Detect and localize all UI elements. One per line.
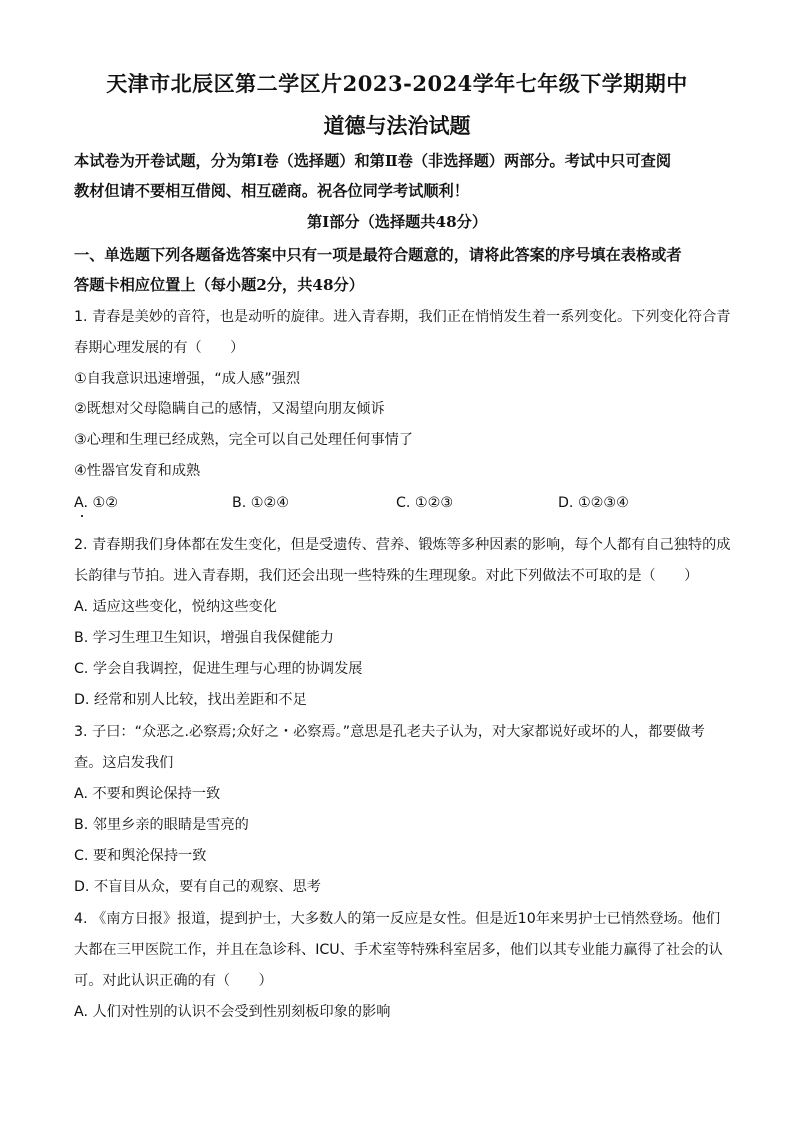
- question-1-stem: 1. 青春是美妙的音符，也是动听的旋律。进入青春期，我们正在悄悄发生着一系列变化。下列变化符合青: [74, 309, 731, 325]
- question-3-option-c: C. 要和舆沦保持一致: [74, 848, 207, 864]
- question-4-stem: 可。对此认识正确的有（ ）: [74, 973, 273, 989]
- instructions-line: 教材但请不要相互借阅、相互磋商。祝各位同学考试顺利！: [74, 182, 469, 200]
- stray-mark: [81, 515, 83, 517]
- question-1-option-b: B. ①②④: [232, 495, 289, 511]
- question-1-option-c: C. ①②③: [396, 495, 454, 511]
- question-1-option-a: A. ①②: [74, 495, 118, 511]
- question-1-option-d: D. ①②③④: [558, 495, 629, 511]
- question-2-stem: 2. 青春期我们身体都在发生变化，但是受遗传、营养、锻炼等多种因素的影响，每个人都有自己独特的成: [74, 537, 731, 553]
- question-1-statement: ③心理和生理已经成熟，完全可以自己处理任何事情了: [74, 432, 414, 448]
- question-4-stem: 大都在三甲医院工作，并且在急诊科、ICU、手术室等特殊科室居多，他们以其专业能力赢得了社会的认: [74, 942, 723, 958]
- question-3-option-d: D. 不盲目从众，要有自己的观察、思考: [74, 879, 321, 895]
- question-3-option-a: A. 不要和舆论保持一致: [74, 786, 221, 802]
- question-2-stem: 长韵律与节拍。进入青春期，我们还会出现一些特殊的生理现象。对此下列做法不可取的是（ ）: [74, 568, 699, 584]
- exam-title: 天津市北辰区第二学区片2023-2024学年七年级下学期期中: [106, 71, 688, 96]
- question-1-statement: ①自我意识迅速增强，“成人感”强烈: [74, 371, 301, 387]
- question-2-option-d: D. 经常和别人比较，找出差距和不足: [74, 692, 307, 708]
- exam-subtitle: 道德与法治试题: [323, 113, 471, 138]
- section-heading: [74, 240, 724, 300]
- exam-instructions: [74, 146, 724, 206]
- question-4-stem: 4. 《南方日报》报道，提到护士，大多数人的第一反应是女性。但是近10年来男护士已悄然登场。他们: [74, 911, 721, 927]
- instructions-line: 本试卷为开卷试题，分为第Ⅰ卷（选择题）和第Ⅱ卷（非选择题）两部分。考试中只可查阅: [74, 152, 672, 170]
- part-heading: 第Ⅰ部分（选择题共48分）: [306, 213, 488, 231]
- question-1-stem: 春期心理发展的有（ ）: [74, 340, 245, 356]
- question-3-stem: 3. 子曰：“众恶之.必察焉;众好之・必察焉。”意思是孔老夫子认为，对大家都说好或坏的人，都要做考: [74, 724, 705, 740]
- question-2-option-a: A. 适应这些变化，悦纳这些变化: [74, 599, 277, 615]
- question-1-statement: ②既想对父母隐瞒自己的感情，又渴望向朋友倾诉: [74, 401, 385, 417]
- section-heading-line: 答题卡相应位置上（每小题2分，共48分）: [74, 276, 364, 294]
- section-heading-line: 一、单选题下列各题备选答案中只有一项是最符合题意的，请将此答案的序号填在表格或者: [74, 246, 682, 264]
- question-1-statement: ④性器官发育和成熟: [74, 463, 201, 479]
- question-3-stem: 查。这启发我们: [74, 755, 174, 771]
- question-2-option-b: B. 学习生理卫生知识，增强自我保健能力: [74, 630, 334, 646]
- question-2-option-c: C. 学会自我调控，促进生理与心理的协调发展: [74, 661, 363, 677]
- question-3-option-b: B. 邻里乡亲的眼睛是雪亮的: [74, 817, 249, 833]
- question-4-option-a: A. 人们对性别的认识不会受到性别刻板印象的影响: [74, 1004, 391, 1020]
